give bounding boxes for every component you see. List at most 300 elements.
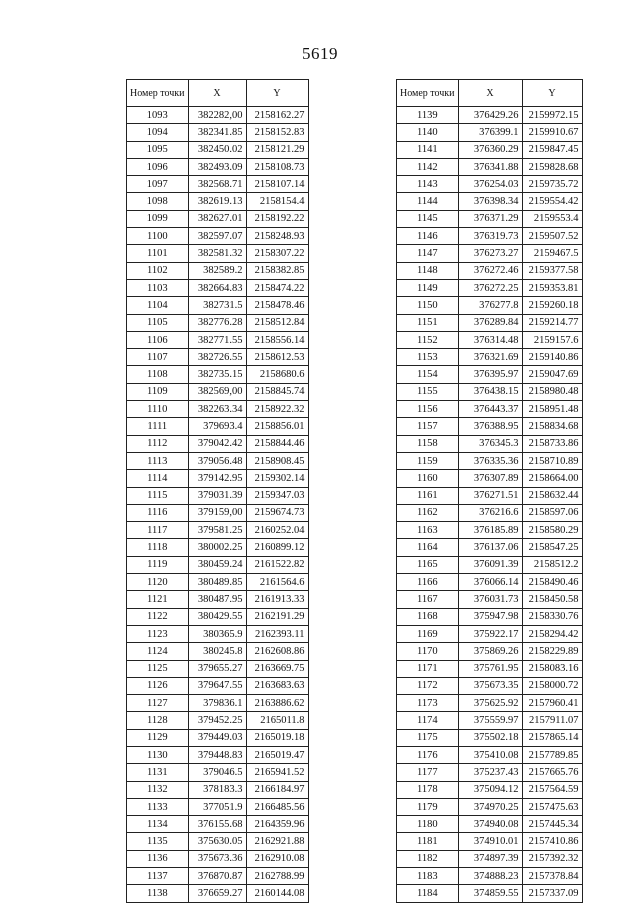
point-number-cell: 1161 <box>397 487 459 504</box>
table-row <box>127 556 309 573</box>
x-coordinate-cell: 376341.88 <box>458 158 522 175</box>
y-coordinate-cell: 2158680.6 <box>246 366 308 383</box>
y-coordinate-cell: 2157911.07 <box>522 712 582 729</box>
y-coordinate-cell: 2158478.46 <box>246 297 308 314</box>
x-coordinate-cell: 375922.17 <box>458 625 522 642</box>
table-row <box>397 124 583 141</box>
table-row <box>397 522 583 539</box>
x-coordinate-cell: 379448.83 <box>188 746 246 763</box>
y-coordinate-cell: 2158382.85 <box>246 262 308 279</box>
table-row <box>397 816 583 833</box>
table-row <box>127 660 309 677</box>
table-row <box>127 504 309 521</box>
y-coordinate-cell: 2158845.74 <box>246 383 308 400</box>
y-coordinate-cell: 2158000.72 <box>522 677 582 694</box>
x-coordinate-cell: 379836.1 <box>188 695 246 712</box>
y-coordinate-cell: 2163683.63 <box>246 677 308 694</box>
table-row <box>397 781 583 798</box>
y-coordinate-cell: 2158710.89 <box>522 452 582 469</box>
point-number-cell: 1108 <box>127 366 189 383</box>
point-number-cell: 1144 <box>397 193 459 210</box>
point-number-cell: 1119 <box>127 556 189 573</box>
table-row <box>127 608 309 625</box>
table-row <box>397 712 583 729</box>
y-coordinate-cell: 2163669.75 <box>246 660 308 677</box>
table-row <box>127 314 309 331</box>
point-number-cell: 1142 <box>397 158 459 175</box>
point-number-cell: 1184 <box>397 885 459 902</box>
y-coordinate-cell: 2161564.6 <box>246 574 308 591</box>
point-number-cell: 1114 <box>127 470 189 487</box>
table-row <box>397 643 583 660</box>
y-coordinate-cell: 2159910.67 <box>522 124 582 141</box>
x-coordinate-cell: 382263.34 <box>188 401 246 418</box>
x-coordinate-cell: 375094.12 <box>458 781 522 798</box>
point-number-cell: 1137 <box>127 868 189 885</box>
table-row <box>127 107 309 124</box>
x-coordinate-cell: 382619.13 <box>188 193 246 210</box>
x-coordinate-cell: 382581.32 <box>188 245 246 262</box>
x-coordinate-cell: 376031.73 <box>458 591 522 608</box>
y-coordinate-cell: 2158152.83 <box>246 124 308 141</box>
y-coordinate-cell: 2159553.4 <box>522 210 582 227</box>
table-row <box>127 279 309 296</box>
x-coordinate-cell: 376388.95 <box>458 418 522 435</box>
table-row <box>397 331 583 348</box>
x-coordinate-cell: 380487.95 <box>188 591 246 608</box>
point-number-cell: 1138 <box>127 885 189 902</box>
point-number-cell: 1174 <box>397 712 459 729</box>
table-row <box>127 331 309 348</box>
table-row <box>127 764 309 781</box>
point-number-cell: 1098 <box>127 193 189 210</box>
y-coordinate-cell: 2158192.22 <box>246 210 308 227</box>
x-coordinate-cell: 374897.39 <box>458 850 522 867</box>
x-coordinate-cell: 375761.95 <box>458 660 522 677</box>
table-header-row <box>127 80 309 107</box>
y-coordinate-cell: 2158834.68 <box>522 418 582 435</box>
header-y: Y <box>246 80 308 107</box>
table-row <box>127 539 309 556</box>
table-row <box>127 435 309 452</box>
point-number-cell: 1145 <box>397 210 459 227</box>
point-number-cell: 1156 <box>397 401 459 418</box>
table-row <box>127 210 309 227</box>
x-coordinate-cell: 380489.85 <box>188 574 246 591</box>
point-number-cell: 1105 <box>127 314 189 331</box>
table-row <box>397 677 583 694</box>
point-number-cell: 1159 <box>397 452 459 469</box>
table-row <box>127 712 309 729</box>
point-number-cell: 1130 <box>127 746 189 763</box>
y-coordinate-cell: 2158512.2 <box>522 556 582 573</box>
x-coordinate-cell: 376345.3 <box>458 435 522 452</box>
x-coordinate-cell: 374910.01 <box>458 833 522 850</box>
x-coordinate-cell: 382568.71 <box>188 176 246 193</box>
x-coordinate-cell: 376272.25 <box>458 279 522 296</box>
x-coordinate-cell: 376289.84 <box>458 314 522 331</box>
point-number-cell: 1120 <box>127 574 189 591</box>
y-coordinate-cell: 2158248.93 <box>246 228 308 245</box>
x-coordinate-cell: 376272.46 <box>458 262 522 279</box>
point-number-cell: 1113 <box>127 452 189 469</box>
y-coordinate-cell: 2159047.69 <box>522 366 582 383</box>
x-coordinate-cell: 376216.6 <box>458 504 522 521</box>
point-number-cell: 1099 <box>127 210 189 227</box>
point-number-cell: 1132 <box>127 781 189 798</box>
x-coordinate-cell: 376254.03 <box>458 176 522 193</box>
x-coordinate-cell: 382627.01 <box>188 210 246 227</box>
y-coordinate-cell: 2158580.29 <box>522 522 582 539</box>
x-coordinate-cell: 374859.55 <box>458 885 522 902</box>
point-number-cell: 1122 <box>127 608 189 625</box>
y-coordinate-cell: 2158922.32 <box>246 401 308 418</box>
x-coordinate-cell: 380459.24 <box>188 556 246 573</box>
point-number-cell: 1149 <box>397 279 459 296</box>
table-row <box>397 625 583 642</box>
table-row <box>127 141 309 158</box>
point-number-cell: 1148 <box>397 262 459 279</box>
table-row <box>397 764 583 781</box>
x-coordinate-cell: 379056.48 <box>188 452 246 469</box>
point-number-cell: 1135 <box>127 833 189 850</box>
y-coordinate-cell: 2158330.76 <box>522 608 582 625</box>
x-coordinate-cell: 379031.39 <box>188 487 246 504</box>
table-row <box>397 366 583 383</box>
table-row <box>127 262 309 279</box>
point-number-cell: 1147 <box>397 245 459 262</box>
y-coordinate-cell: 2159347.03 <box>246 487 308 504</box>
x-coordinate-cell: 379655.27 <box>188 660 246 677</box>
point-number-cell: 1169 <box>397 625 459 642</box>
y-coordinate-cell: 2157960.41 <box>522 695 582 712</box>
x-coordinate-cell: 376371.29 <box>458 210 522 227</box>
table-row <box>127 124 309 141</box>
page-number: 5619 <box>302 44 338 63</box>
y-coordinate-cell: 2159260.18 <box>522 297 582 314</box>
y-coordinate-cell: 2166485.56 <box>246 798 308 815</box>
point-number-cell: 1107 <box>127 349 189 366</box>
table-row <box>397 868 583 885</box>
x-coordinate-cell: 376399.1 <box>458 124 522 141</box>
point-number-cell: 1141 <box>397 141 459 158</box>
x-coordinate-cell: 376870.87 <box>188 868 246 885</box>
table-row <box>397 591 583 608</box>
x-coordinate-cell: 375237.43 <box>458 764 522 781</box>
x-coordinate-cell: 376091.39 <box>458 556 522 573</box>
table-row <box>397 245 583 262</box>
x-coordinate-cell: 376319.73 <box>458 228 522 245</box>
y-coordinate-cell: 2158108.73 <box>246 158 308 175</box>
x-coordinate-cell: 374940.08 <box>458 816 522 833</box>
y-coordinate-cell: 2158556.14 <box>246 331 308 348</box>
y-coordinate-cell: 2158107.14 <box>246 176 308 193</box>
point-number-cell: 1136 <box>127 850 189 867</box>
y-coordinate-cell: 2157865.14 <box>522 729 582 746</box>
y-coordinate-cell: 2158162.27 <box>246 107 308 124</box>
y-coordinate-cell: 2158612.53 <box>246 349 308 366</box>
x-coordinate-cell: 382450.02 <box>188 141 246 158</box>
y-coordinate-cell: 2159377.58 <box>522 262 582 279</box>
x-coordinate-cell: 374970.25 <box>458 798 522 815</box>
x-coordinate-cell: 382771.55 <box>188 331 246 348</box>
y-coordinate-cell: 2162788.99 <box>246 868 308 885</box>
point-number-cell: 1102 <box>127 262 189 279</box>
point-number-cell: 1151 <box>397 314 459 331</box>
x-coordinate-cell: 375869.26 <box>458 643 522 660</box>
point-number-cell: 1153 <box>397 349 459 366</box>
point-number-cell: 1140 <box>397 124 459 141</box>
y-coordinate-cell: 2165941.52 <box>246 764 308 781</box>
x-coordinate-cell: 379452.25 <box>188 712 246 729</box>
y-coordinate-cell: 2158597.06 <box>522 504 582 521</box>
y-coordinate-cell: 2158490.46 <box>522 574 582 591</box>
point-number-cell: 1177 <box>397 764 459 781</box>
table-header-row <box>397 80 583 107</box>
y-coordinate-cell: 2159972.15 <box>522 107 582 124</box>
table-row <box>397 798 583 815</box>
table-row <box>397 470 583 487</box>
y-coordinate-cell: 2159507.52 <box>522 228 582 245</box>
x-coordinate-cell: 380429.55 <box>188 608 246 625</box>
point-number-cell: 1111 <box>127 418 189 435</box>
table-row <box>127 452 309 469</box>
point-number-cell: 1118 <box>127 539 189 556</box>
table-row <box>397 452 583 469</box>
y-coordinate-cell: 2166184.97 <box>246 781 308 798</box>
table-row <box>397 539 583 556</box>
x-coordinate-cell: 380365.9 <box>188 625 246 642</box>
table-row <box>397 487 583 504</box>
x-coordinate-cell: 379042.42 <box>188 435 246 452</box>
point-number-cell: 1121 <box>127 591 189 608</box>
y-coordinate-cell: 2158844.46 <box>246 435 308 452</box>
point-number-cell: 1101 <box>127 245 189 262</box>
table-row <box>127 470 309 487</box>
point-number-cell: 1109 <box>127 383 189 400</box>
table-row <box>397 158 583 175</box>
table-row <box>127 885 309 902</box>
table-row <box>127 816 309 833</box>
x-coordinate-cell: 376307.89 <box>458 470 522 487</box>
y-coordinate-cell: 2158154.4 <box>246 193 308 210</box>
x-coordinate-cell: 375502.18 <box>458 729 522 746</box>
y-coordinate-cell: 2158083.16 <box>522 660 582 677</box>
x-coordinate-cell: 377051.9 <box>188 798 246 815</box>
header-y: Y <box>522 80 582 107</box>
y-coordinate-cell: 2158632.44 <box>522 487 582 504</box>
x-coordinate-cell: 382569,00 <box>188 383 246 400</box>
point-number-cell: 1131 <box>127 764 189 781</box>
point-number-cell: 1139 <box>397 107 459 124</box>
point-number-cell: 1157 <box>397 418 459 435</box>
x-coordinate-cell: 382726.55 <box>188 349 246 366</box>
point-number-cell: 1093 <box>127 107 189 124</box>
table-row <box>127 383 309 400</box>
point-number-cell: 1128 <box>127 712 189 729</box>
table-row <box>397 401 583 418</box>
table-row <box>397 262 583 279</box>
x-coordinate-cell: 379449.03 <box>188 729 246 746</box>
x-coordinate-cell: 376335.36 <box>458 452 522 469</box>
y-coordinate-cell: 2159674.73 <box>246 504 308 521</box>
x-coordinate-cell: 375947.98 <box>458 608 522 625</box>
point-number-cell: 1155 <box>397 383 459 400</box>
table-row <box>397 885 583 902</box>
table-row <box>127 418 309 435</box>
y-coordinate-cell: 2165019.47 <box>246 746 308 763</box>
point-number-cell: 1116 <box>127 504 189 521</box>
y-coordinate-cell: 2159847.45 <box>522 141 582 158</box>
point-number-cell: 1162 <box>397 504 459 521</box>
point-number-cell: 1167 <box>397 591 459 608</box>
y-coordinate-cell: 2165019.18 <box>246 729 308 746</box>
point-number-cell: 1172 <box>397 677 459 694</box>
y-coordinate-cell: 2159828.68 <box>522 158 582 175</box>
table-row <box>127 574 309 591</box>
y-coordinate-cell: 2158474.22 <box>246 279 308 296</box>
point-number-cell: 1175 <box>397 729 459 746</box>
x-coordinate-cell: 376271.51 <box>458 487 522 504</box>
header-x: X <box>458 80 522 107</box>
x-coordinate-cell: 376314.48 <box>458 331 522 348</box>
point-number-cell: 1143 <box>397 176 459 193</box>
y-coordinate-cell: 2158951.48 <box>522 401 582 418</box>
y-coordinate-cell: 2162191.29 <box>246 608 308 625</box>
x-coordinate-cell: 376398.34 <box>458 193 522 210</box>
point-number-cell: 1103 <box>127 279 189 296</box>
point-number-cell: 1163 <box>397 522 459 539</box>
table-row <box>127 522 309 539</box>
table-row <box>397 279 583 296</box>
point-number-cell: 1178 <box>397 781 459 798</box>
table-row <box>397 297 583 314</box>
table-row <box>127 781 309 798</box>
point-number-cell: 1125 <box>127 660 189 677</box>
point-number-cell: 1150 <box>397 297 459 314</box>
x-coordinate-cell: 378183.3 <box>188 781 246 798</box>
point-number-cell: 1181 <box>397 833 459 850</box>
x-coordinate-cell: 380002.25 <box>188 539 246 556</box>
y-coordinate-cell: 2157789.85 <box>522 746 582 763</box>
table-row <box>397 418 583 435</box>
table-row <box>127 746 309 763</box>
x-coordinate-cell: 376429.26 <box>458 107 522 124</box>
y-coordinate-cell: 2159554.42 <box>522 193 582 210</box>
y-coordinate-cell: 2162608.86 <box>246 643 308 660</box>
x-coordinate-cell: 376066.14 <box>458 574 522 591</box>
x-coordinate-cell: 379142.95 <box>188 470 246 487</box>
point-number-cell: 1180 <box>397 816 459 833</box>
x-coordinate-cell: 382664.83 <box>188 279 246 296</box>
point-number-cell: 1160 <box>397 470 459 487</box>
header-x: X <box>188 80 246 107</box>
x-coordinate-cell: 376185.89 <box>458 522 522 539</box>
x-coordinate-cell: 379647.55 <box>188 677 246 694</box>
y-coordinate-cell: 2158294.42 <box>522 625 582 642</box>
table-row <box>127 591 309 608</box>
y-coordinate-cell: 2159467.5 <box>522 245 582 262</box>
table-row <box>127 695 309 712</box>
y-coordinate-cell: 2162910.08 <box>246 850 308 867</box>
table-row <box>127 228 309 245</box>
y-coordinate-cell: 2165011.8 <box>246 712 308 729</box>
table-row <box>397 349 583 366</box>
point-number-cell: 1124 <box>127 643 189 660</box>
y-coordinate-cell: 2158450.58 <box>522 591 582 608</box>
x-coordinate-cell: 376438.15 <box>458 383 522 400</box>
table-row <box>397 574 583 591</box>
x-coordinate-cell: 375673.36 <box>188 850 246 867</box>
x-coordinate-cell: 379159,00 <box>188 504 246 521</box>
y-coordinate-cell: 2157665.76 <box>522 764 582 781</box>
table-row <box>397 504 583 521</box>
point-number-cell: 1117 <box>127 522 189 539</box>
x-coordinate-cell: 376659.27 <box>188 885 246 902</box>
table-row <box>397 228 583 245</box>
x-coordinate-cell: 382597.07 <box>188 228 246 245</box>
y-coordinate-cell: 2157564.59 <box>522 781 582 798</box>
x-coordinate-cell: 376395.97 <box>458 366 522 383</box>
y-coordinate-cell: 2158856.01 <box>246 418 308 435</box>
table-row <box>397 746 583 763</box>
x-coordinate-cell: 376137.06 <box>458 539 522 556</box>
y-coordinate-cell: 2164359.96 <box>246 816 308 833</box>
point-number-cell: 1095 <box>127 141 189 158</box>
point-number-cell: 1094 <box>127 124 189 141</box>
x-coordinate-cell: 376273.27 <box>458 245 522 262</box>
y-coordinate-cell: 2161913.33 <box>246 591 308 608</box>
table-row <box>397 608 583 625</box>
y-coordinate-cell: 2158908.45 <box>246 452 308 469</box>
table-row <box>397 141 583 158</box>
point-number-cell: 1158 <box>397 435 459 452</box>
y-coordinate-cell: 2158547.25 <box>522 539 582 556</box>
table-row <box>397 383 583 400</box>
x-coordinate-cell: 374888.23 <box>458 868 522 885</box>
y-coordinate-cell: 2157392.32 <box>522 850 582 867</box>
point-number-cell: 1115 <box>127 487 189 504</box>
table-row <box>127 176 309 193</box>
point-number-cell: 1166 <box>397 574 459 591</box>
y-coordinate-cell: 2159140.86 <box>522 349 582 366</box>
y-coordinate-cell: 2162393.11 <box>246 625 308 642</box>
coordinates-table-left <box>126 79 309 903</box>
table-row <box>397 107 583 124</box>
table-row <box>127 850 309 867</box>
x-coordinate-cell: 375630.05 <box>188 833 246 850</box>
point-number-cell: 1123 <box>127 625 189 642</box>
point-number-cell: 1129 <box>127 729 189 746</box>
table-row <box>127 833 309 850</box>
point-number-cell: 1134 <box>127 816 189 833</box>
coordinates-table-right <box>396 79 583 903</box>
y-coordinate-cell: 2159735.72 <box>522 176 582 193</box>
x-coordinate-cell: 376443.37 <box>458 401 522 418</box>
table-row <box>397 695 583 712</box>
table-row <box>127 643 309 660</box>
table-row <box>397 833 583 850</box>
point-number-cell: 1104 <box>127 297 189 314</box>
y-coordinate-cell: 2157337.09 <box>522 885 582 902</box>
table-row <box>397 314 583 331</box>
point-number-cell: 1097 <box>127 176 189 193</box>
table-row <box>127 245 309 262</box>
x-coordinate-cell: 375559.97 <box>458 712 522 729</box>
header-point-number: Номер точки <box>127 80 189 107</box>
y-coordinate-cell: 2158980.48 <box>522 383 582 400</box>
point-number-cell: 1127 <box>127 695 189 712</box>
